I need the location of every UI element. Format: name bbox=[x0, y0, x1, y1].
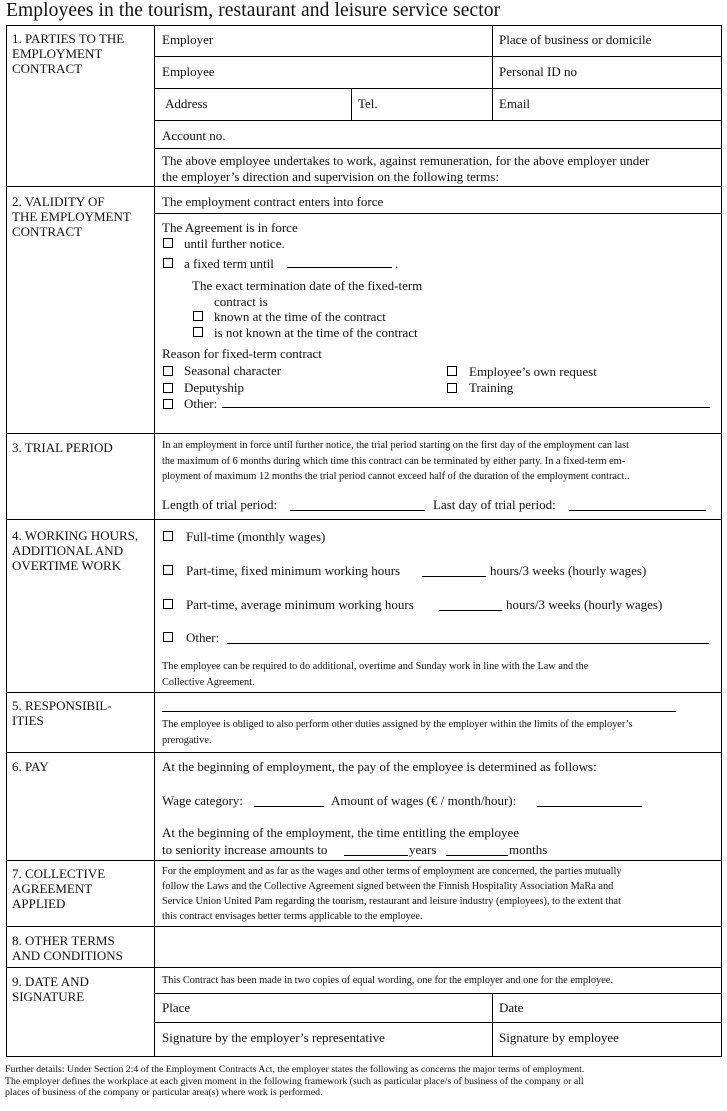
agreement-in-force-label: The Agreement is in force bbox=[162, 220, 298, 235]
other-reason-checkbox[interactable] bbox=[163, 399, 173, 409]
seniority-years-field[interactable] bbox=[344, 855, 408, 856]
other-hours-field[interactable] bbox=[227, 643, 709, 644]
row-divider bbox=[154, 213, 722, 214]
fixed-term-date-field[interactable] bbox=[287, 267, 392, 268]
text-line: the maximum of 6 months during which time this contract can be terminated by either party. In a fixed-term em- bbox=[162, 455, 626, 467]
text-line: For the employment and as far as the wages and other terms of employment are concerned, the parties mutually bbox=[162, 866, 622, 877]
seniority-label: At the beginning of the employment, the time entitling the employee bbox=[162, 825, 520, 840]
section-6-heading bbox=[12, 759, 49, 774]
section-divider bbox=[6, 692, 722, 693]
heading-line: ITIES bbox=[12, 713, 44, 728]
date-field-label[interactable]: Date bbox=[499, 1000, 524, 1015]
trial-last-day-field[interactable] bbox=[569, 510, 706, 511]
heading-line: THE EMPLOYMENT bbox=[12, 209, 131, 224]
other-terms-field[interactable] bbox=[155, 927, 721, 966]
heading-line: 4. WORKING HOURS, bbox=[12, 528, 139, 543]
row-divider bbox=[154, 88, 722, 89]
text-line: Service Union United Pam regarding the tourism, restaurant and leisure industry (employees), to the extent that bbox=[162, 896, 621, 907]
heading-line: 5. RESPONSIBIL- bbox=[12, 698, 112, 713]
heading-line: CONTRACT bbox=[12, 61, 83, 76]
fixed-term-period: . bbox=[395, 256, 399, 271]
other-hours-label: Other: bbox=[186, 630, 220, 645]
wage-amount-label: Amount of wages (€ / month/hour): bbox=[331, 793, 517, 808]
row-divider bbox=[154, 993, 722, 994]
heading-line: 6. PAY bbox=[12, 759, 49, 774]
employee-signature-field[interactable]: Signature by employee bbox=[499, 1030, 619, 1045]
address-field-label[interactable]: Address bbox=[165, 96, 208, 111]
trial-length-field[interactable] bbox=[290, 510, 425, 511]
wage-amount-field[interactable] bbox=[537, 806, 642, 807]
months-label: months bbox=[509, 842, 548, 857]
responsibilities-field[interactable] bbox=[162, 711, 676, 712]
enters-into-force-label[interactable]: The employment contract enters into force bbox=[162, 194, 384, 209]
text-line: In an employment in force until further notice, the trial period starting on the first day of the employment can last bbox=[162, 440, 629, 451]
heading-line: CONTRACT bbox=[12, 224, 83, 239]
fixed-term-checkbox[interactable] bbox=[163, 258, 173, 268]
trial-length-label: Length of trial period: bbox=[162, 497, 278, 512]
deputyship-label: Deputyship bbox=[184, 380, 244, 395]
heading-line: EMPLOYMENT bbox=[12, 46, 103, 61]
section-3-heading bbox=[12, 440, 113, 455]
heading-line: ADDITIONAL AND bbox=[12, 543, 124, 558]
copies-statement: This Contract has been made in two copies of equal wording, one for the employer and one for the employee. bbox=[162, 975, 613, 986]
seasonal-checkbox[interactable] bbox=[163, 366, 173, 376]
section-divider bbox=[6, 752, 722, 753]
seniority-label-cont: to seniority increase amounts to bbox=[162, 842, 328, 857]
cell-divider bbox=[492, 993, 493, 1057]
part-time-fixed-checkbox[interactable] bbox=[163, 565, 173, 575]
seniority-months-field[interactable] bbox=[446, 855, 508, 856]
years-label: years bbox=[409, 842, 437, 857]
section-1-heading bbox=[12, 31, 124, 76]
other-hours-checkbox[interactable] bbox=[163, 632, 173, 642]
other-reason-field[interactable] bbox=[222, 407, 710, 408]
text-line: The employee is obliged to also perform other duties assigned by the employer within the limits of the employer’s bbox=[162, 719, 633, 730]
trial-period-text bbox=[162, 438, 630, 485]
row-divider bbox=[154, 120, 722, 121]
exact-termination-label: The exact termination date of the fixed-term bbox=[192, 278, 423, 293]
section-4-heading bbox=[12, 528, 138, 573]
text-line: this contract envisages better terms applicable to the employee. bbox=[162, 911, 423, 922]
section-2-heading bbox=[12, 194, 131, 239]
part-time-fixed-unit: hours/3 weeks (hourly wages) bbox=[490, 563, 647, 578]
personal-id-field-label[interactable]: Personal ID no bbox=[499, 64, 577, 79]
pay-intro: At the beginning of employment, the pay of the employee is determined as follows: bbox=[162, 759, 597, 774]
footer-line: Further details: Under Section 2:4 of the Employment Contracts Act, the employer states the following as concerns the major terms of employment. bbox=[5, 1064, 585, 1075]
deputyship-checkbox[interactable] bbox=[163, 383, 173, 393]
training-label: Training bbox=[469, 380, 514, 395]
footer-line: The employer defines the workplace at each given moment in the following framework (such as particular place/s of business of the company or all bbox=[5, 1075, 584, 1087]
cell-divider bbox=[492, 88, 493, 120]
seasonal-label: Seasonal character bbox=[184, 363, 282, 378]
other-reason-label: Other: bbox=[184, 396, 218, 411]
text-line: the employer’s direction and supervision on the following terms: bbox=[162, 168, 499, 184]
heading-line: 8. OTHER TERMS bbox=[12, 933, 115, 948]
employer-signature-field[interactable]: Signature by the employer’s representative bbox=[162, 1030, 385, 1045]
place-field-label[interactable]: Place bbox=[162, 1000, 191, 1015]
until-further-notice-label: until further notice. bbox=[184, 236, 285, 251]
footer-line: places of business of the company or particular area(s) where work is performed. bbox=[5, 1087, 323, 1098]
text-line: The employee can be required to do additional, overtime and Sunday work in line with the Law and the bbox=[162, 661, 589, 672]
section-divider bbox=[6, 433, 722, 434]
part-time-average-unit: hours/3 weeks (hourly wages) bbox=[506, 597, 663, 612]
place-of-business-field-label[interactable]: Place of business or domicile bbox=[499, 32, 652, 47]
heading-line: 1. PARTIES TO THE bbox=[12, 31, 125, 46]
tel-field-label[interactable]: Tel. bbox=[358, 96, 378, 111]
section-divider bbox=[6, 967, 722, 968]
section-9-heading bbox=[12, 974, 89, 1004]
full-time-label: Full-time (monthly wages) bbox=[186, 529, 326, 544]
section-divider bbox=[6, 186, 722, 187]
until-further-notice-checkbox[interactable] bbox=[163, 238, 173, 248]
part-time-fixed-label: Part-time, fixed minimum working hours bbox=[186, 563, 401, 578]
collective-agreement-text bbox=[162, 864, 622, 924]
employer-field-label[interactable]: Employer bbox=[162, 32, 214, 47]
own-request-checkbox[interactable] bbox=[447, 366, 457, 376]
section-7-heading bbox=[12, 866, 105, 911]
heading-line: 2. VALIDITY OF bbox=[12, 194, 105, 209]
part-time-average-label: Part-time, average minimum working hours bbox=[186, 597, 414, 612]
footer-note bbox=[5, 1064, 584, 1099]
date-known-label: known at the time of the contract bbox=[214, 309, 386, 324]
exact-termination-label-cont: contract is bbox=[214, 294, 268, 309]
overtime-note bbox=[162, 659, 588, 690]
section-divider bbox=[6, 860, 722, 861]
row-divider bbox=[154, 148, 722, 149]
account-field-label[interactable]: Account no. bbox=[162, 128, 226, 143]
wage-category-field[interactable] bbox=[254, 806, 324, 807]
section-divider bbox=[6, 519, 722, 520]
wage-category-label: Wage category: bbox=[162, 793, 243, 808]
cell-divider bbox=[351, 88, 352, 120]
cell-divider bbox=[492, 25, 493, 88]
heading-line: AGREEMENT bbox=[12, 881, 93, 896]
undertaking-text bbox=[162, 153, 649, 184]
text-line: follow the Laws and the Collective Agreement signed between the Finnish Hospitality Association MaRa and bbox=[162, 881, 614, 892]
heading-line: 9. DATE AND bbox=[12, 974, 89, 989]
part-time-average-checkbox[interactable] bbox=[163, 599, 173, 609]
heading-line: 7. COLLECTIVE bbox=[12, 866, 106, 881]
email-field-label[interactable]: Email bbox=[499, 96, 531, 111]
section-5-heading bbox=[12, 698, 112, 728]
part-time-average-hours-field[interactable] bbox=[439, 610, 502, 611]
own-request-label: Employee’s own request bbox=[469, 364, 597, 379]
heading-line: OVERTIME WORK bbox=[12, 558, 122, 573]
heading-line: AND CONDITIONS bbox=[12, 948, 123, 963]
training-checkbox[interactable] bbox=[447, 383, 457, 393]
date-not-known-checkbox[interactable] bbox=[193, 327, 203, 337]
heading-line: APPLIED bbox=[12, 896, 66, 911]
date-not-known-label: is not known at the time of the contract bbox=[214, 325, 418, 340]
text-line: prerogative. bbox=[162, 734, 212, 746]
row-divider bbox=[154, 56, 722, 57]
text-line: ployment of maximum 12 months the trial period cannot exceed half of the duration of the employment contract.. bbox=[162, 471, 630, 482]
employee-field-label[interactable]: Employee bbox=[162, 64, 215, 79]
text-line: Collective Agreement. bbox=[162, 676, 255, 688]
form-title: Employees in the tourism, restaurant and leisure service sector bbox=[6, 0, 501, 21]
responsibilities-text bbox=[162, 717, 633, 748]
part-time-fixed-hours-field[interactable] bbox=[422, 576, 486, 577]
fixed-term-label: a fixed term until bbox=[184, 256, 274, 271]
heading-line: SIGNATURE bbox=[12, 989, 85, 1004]
text-line: The above employee undertakes to work, against remuneration, for the above employer under bbox=[162, 153, 650, 168]
trial-last-day-label: Last day of trial period: bbox=[433, 497, 556, 512]
row-divider bbox=[154, 1022, 722, 1023]
date-known-checkbox[interactable] bbox=[193, 311, 203, 321]
heading-line: 3. TRIAL PERIOD bbox=[12, 440, 113, 455]
column-divider bbox=[154, 25, 155, 1057]
reason-label: Reason for fixed-term contract bbox=[162, 346, 322, 361]
section-8-heading bbox=[12, 933, 123, 963]
full-time-checkbox[interactable] bbox=[163, 531, 173, 541]
